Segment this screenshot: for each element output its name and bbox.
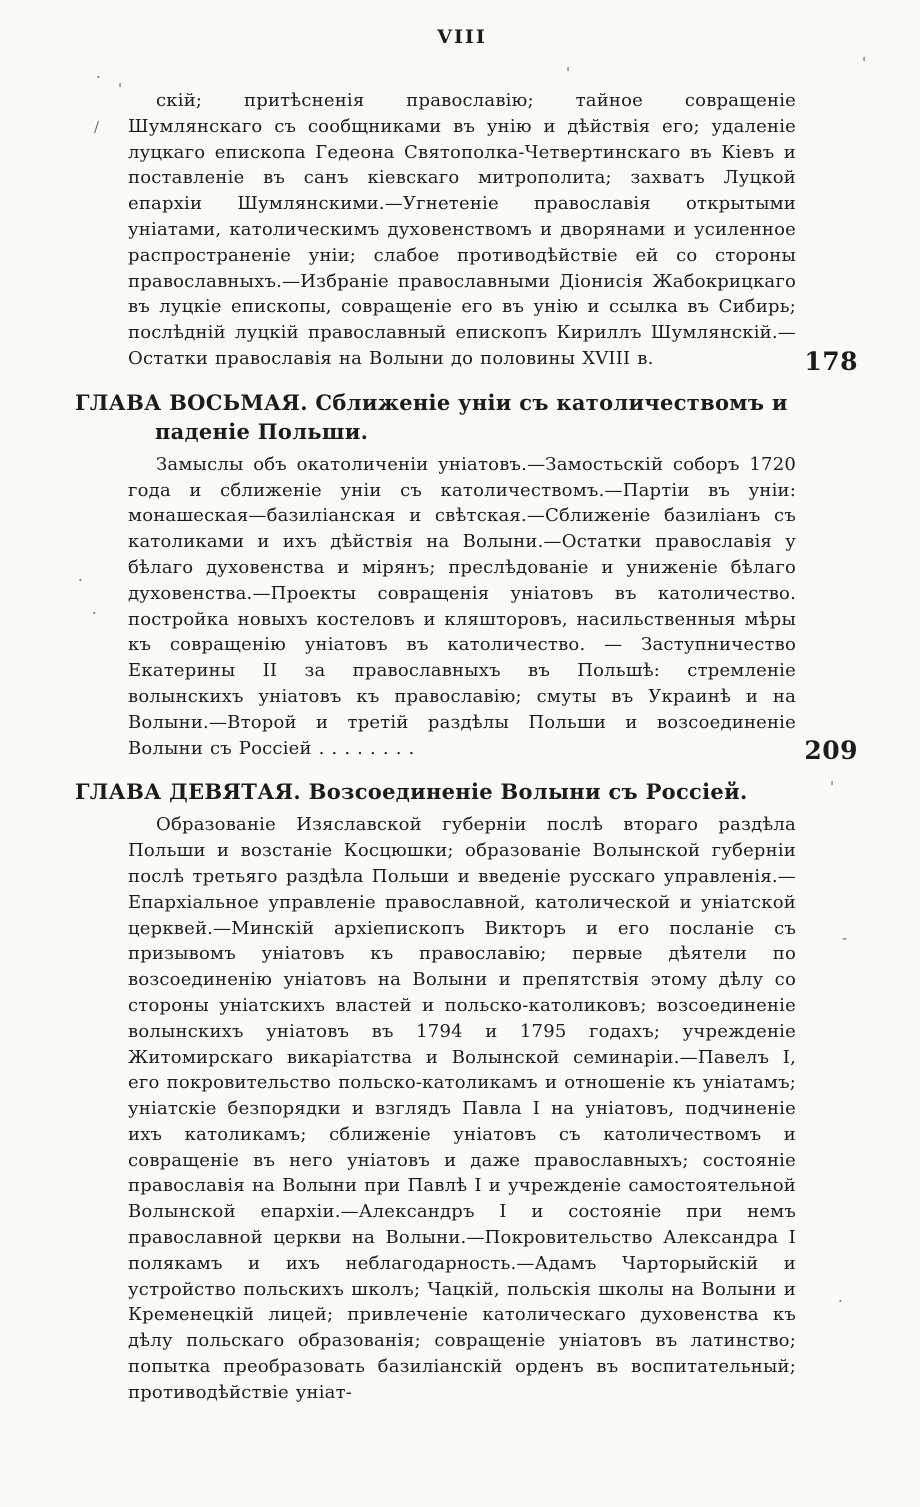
scan-artifact: /: [94, 118, 100, 136]
scan-artifact: .: [838, 1288, 843, 1306]
toc-entry-continuation: [128, 88, 858, 376]
text-column: [75, 88, 858, 1420]
chapter-heading: ГЛАВА ВОСЬМАЯ. Сближеніе уніи съ католичествомъ и паденіе Польши.: [75, 389, 788, 444]
page-reference-number: 178: [804, 346, 858, 376]
chapter-summary-text: скій; притѣсненія православію; тайное совращеніе Шумлянскаго съ сообщниками въ унію и дѣйствія его; удаленіе луцкаго епископа Гедеона Святополка-Четвертинскаго въ Кіевъ и поставленіе въ санъ кіевскаго митрополита; захватъ Луцкой епархіи Шумлянскими.—Угнетеніе православія открытыми уніатами, католическимъ духовенствомъ и дворянами и усиленное распространеніе уніи; слабое противодѣйствіе ей со стороны православныхъ.—Избраніе православными Діонисія Жабокрицкаго въ луцкіе епископы, совращеніе его въ унію и ссылка въ Сибирь; послѣдній луцкій православный епископъ Кириллъ Шумлянскій.—Остатки православія на Волыни до половины XVIII в.: [128, 90, 796, 369]
scan-artifact: ': [862, 54, 867, 72]
folio-page-number: VIII: [437, 26, 487, 48]
scan-artifact: ·: [96, 68, 101, 86]
scan-artifact: ': [118, 80, 123, 98]
scan-artifact: ·: [92, 604, 97, 622]
page-reference-number: 209: [804, 736, 858, 766]
chapter-heading: ГЛАВА ДЕВЯТАЯ. Возсоединеніе Волыни съ Россіей.: [75, 779, 748, 805]
toc-entry-chapter-nine: [75, 777, 796, 1405]
scan-artifact: -: [842, 929, 848, 947]
scan-artifact: ': [830, 778, 835, 796]
scan-artifact: ': [566, 64, 571, 82]
chapter-summary-text: Образованіе Изяславской губерніи послѣ втораго раздѣла Польши и возстаніе Косцюшки; образованіе Волынской губерніи послѣ третьяго раздѣла Польши и введеніе русскаго управленія.—Епархіальное управленіе православной, католической и уніатской церквей.—Минскій архіепископъ Викторъ и его посланіе съ призывомъ уніатовъ къ православію; первые дѣятели по возсоединенію уніатовъ на Волыни и препятствія этому дѣлу со стороны уніатскихъ властей и польско-католиковъ; возсоединеніе волынскихъ уніатовъ въ 1794 и 1795 годахъ; учрежденіе Житомирскаго викаріатства и Волынской семинаріи.—Павелъ I, его покровительство польско-католикамъ и отношеніе къ уніатамъ; уніатскіе безпорядки и взглядъ Павла I на уніатовъ, подчиненіе ихъ католикамъ; сближеніе уніатовъ съ католичествомъ и совращеніе въ него уніатовъ и даже православныхъ; состояніе православія на Волыни при Павлѣ I и учрежденіе самостоятельной Волынской епархіи.—Александръ I и состояніе при немъ православной церкви на Волыни.—Покровительство Александра I полякамъ и ихъ неблагодарность.—Адамъ Чарторыйскій и устройство польскихъ школъ; Чацкій, польскія школы на Волыни и Кременецкій лицей; привлеченіе католическаго духовенства къ дѣлу польскаго образованія; совращеніе уніатовъ въ латинство; попытка преобразовать базиліанскій орденъ въ воспитательный; противодѣйствіе уніат-: [128, 814, 796, 1403]
book-page: [0, 26, 920, 1403]
scan-artifact: ·: [78, 571, 83, 589]
chapter-summary-text: Замыслы объ окатоличеніи уніатовъ.—Замостьскій соборъ 1720 года и сближеніе уніи съ католичествомъ.—Партіи въ уніи: монашеская—базиліанская и свѣтская.—Сближеніе базиліанъ съ католиками и ихъ дѣйствія на Волыни.—Остатки православія у бѣлаго духовенства и мірянъ; преслѣдованіе и униженіе бѣлаго духовенства.—Проекты совращенія уніатовъ въ католичество. постройка новыхъ костеловъ и кляшторовъ, насильственныя мѣры къ совращенію уніатовъ въ католичество. — Заступничество Екатерины II за православныхъ въ Польшѣ: стремленіе волынскихъ уніатовъ къ православію; смуты въ Украинѣ и на Волыни.—Второй и третій раздѣлы Польши и возсоединеніе Волыни съ Россіей . . . . . . . .: [128, 453, 796, 759]
toc-entry-chapter-eight: [75, 388, 858, 766]
